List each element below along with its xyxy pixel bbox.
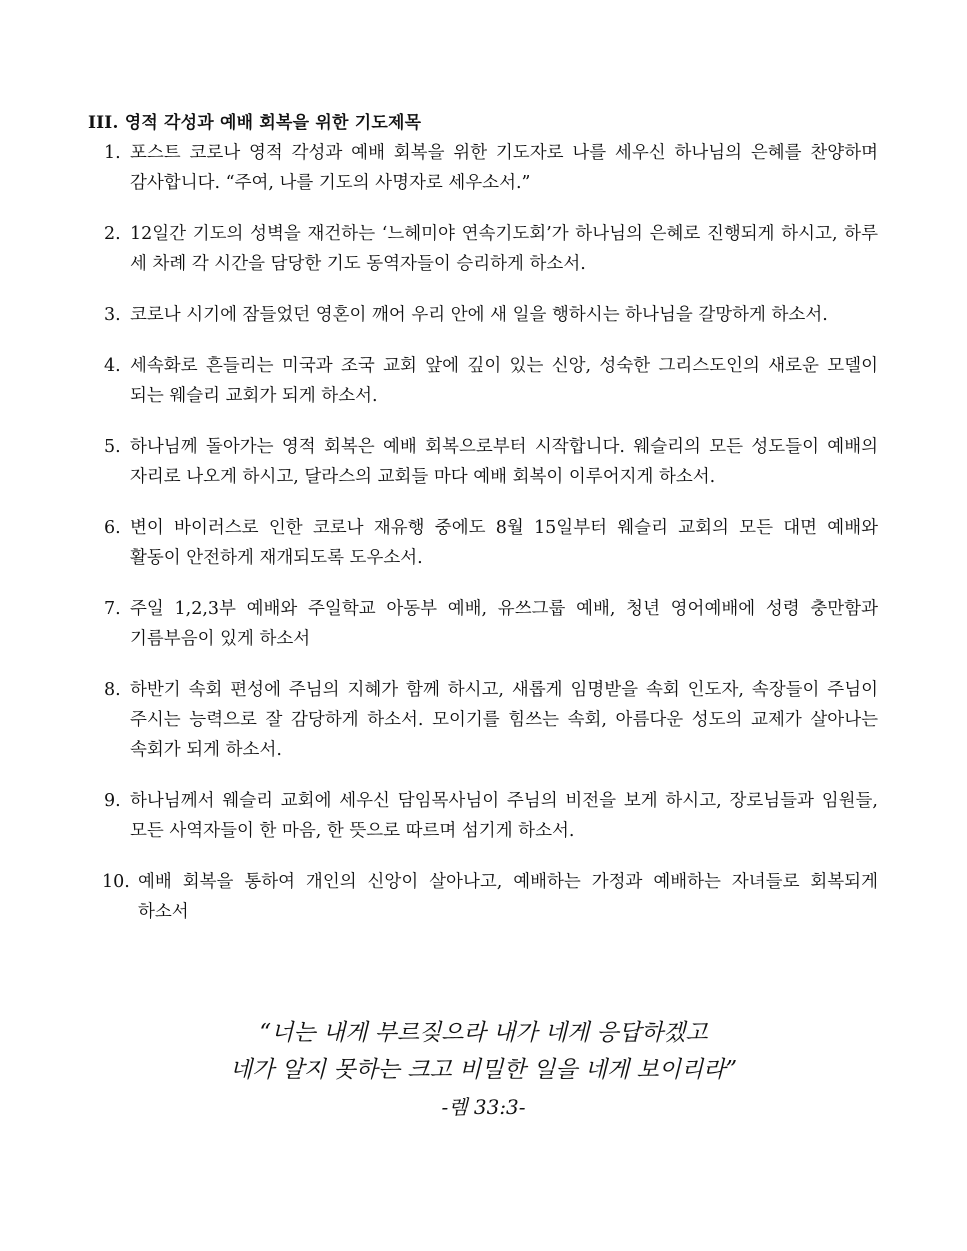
list-item [100,432,878,492]
item-number: 5. [104,437,121,457]
scripture-quote [0,1015,967,1126]
item-number: 4. [104,356,121,376]
verse-line-2: 네가 알지 못하는 크고 비밀한 일을 네게 보이리라” [229,1057,738,1083]
verse-line-1: “너는 내게 부르짖으라 내가 네게 응답하겠고 [259,1020,708,1046]
item-text: 12일간 기도의 성벽을 재건하는 ‘느헤미야 연속기도회’가 하나님의 은혜로 진행되게 하시고, 하루 세 차례 각 시간을 담당한 기도 동역자들이 승리하게 하소서. [130,224,878,274]
list-item [100,138,878,198]
verse-reference: -렘 33:3- [441,1095,526,1119]
item-text: 코로나 시기에 잠들었던 영혼이 깨어 우리 안에 새 일을 행하시는 하나님을 갈망하게 하소서. [130,305,828,325]
item-number: 10. [102,872,130,892]
item-text: 세속화로 흔들리는 미국과 조국 교회 앞에 깊이 있는 신앙, 성숙한 그리스도인의 새로운 모델이 되는 웨슬리 교회가 되게 하소서. [130,356,878,406]
item-number: 3. [104,305,121,325]
item-number: 7. [104,599,121,619]
list-item [100,867,878,927]
item-number: 9. [104,791,121,811]
item-text: 하나님께서 웨슬리 교회에 세우신 담임목사님이 주님의 비전을 보게 하시고, 장로님들과 임원들, 모든 사역자들이 한 마음, 한 뜻으로 따르며 섬기게 하소서. [130,791,878,841]
list-item [100,786,878,846]
item-number: 2. [104,224,121,244]
list-item [100,351,878,411]
item-number: 8. [104,680,121,700]
list-item [100,594,878,654]
section-heading: III. 영적 각성과 예배 회복을 위한 기도제목 [88,113,422,133]
item-number: 6. [104,518,121,538]
item-text: 하반기 속회 편성에 주님의 지혜가 함께 하시고, 새롭게 임명받을 속회 인도자, 속장들이 주님이 주시는 능력으로 잘 감당하게 하소서. 모이기를 힘쓰는 속회, 아름다운 성도의 교제가 살아나는 속회가 되게 하소서. [130,680,878,760]
item-number: 1. [104,143,121,163]
list-item [100,300,878,330]
list-item [100,513,878,573]
prayer-list [100,138,878,927]
item-text: 주일 1,2,3부 예배와 주일학교 아동부 예배, 유쓰그룹 예배, 청년 영어예배에 성령 충만함과 기름부음이 있게 하소서 [130,599,878,649]
list-item [100,219,878,279]
list-item [100,675,878,765]
item-text: 포스트 코로나 영적 각성과 예배 회복을 위한 기도자로 나를 세우신 하나님의 은혜를 찬양하며 감사합니다. “주여, 나를 기도의 사명자로 세우소서.” [130,143,878,193]
item-text: 하나님께 돌아가는 영적 회복은 예배 회복으로부터 시작합니다. 웨슬리의 모든 성도들이 예배의 자리로 나오게 하시고, 달라스의 교회들 마다 예배 회복이 이루어지게 하소서. [130,437,878,487]
item-text: 변이 바이러스로 인한 코로나 재유행 중에도 8월 15일부터 웨슬리 교회의 모든 대면 예배와 활동이 안전하게 재개되도록 도우소서. [130,518,878,568]
item-text: 예배 회복을 통하여 개인의 신앙이 살아나고, 예배하는 가정과 예배하는 자녀들로 회복되게 하소서 [138,872,878,922]
